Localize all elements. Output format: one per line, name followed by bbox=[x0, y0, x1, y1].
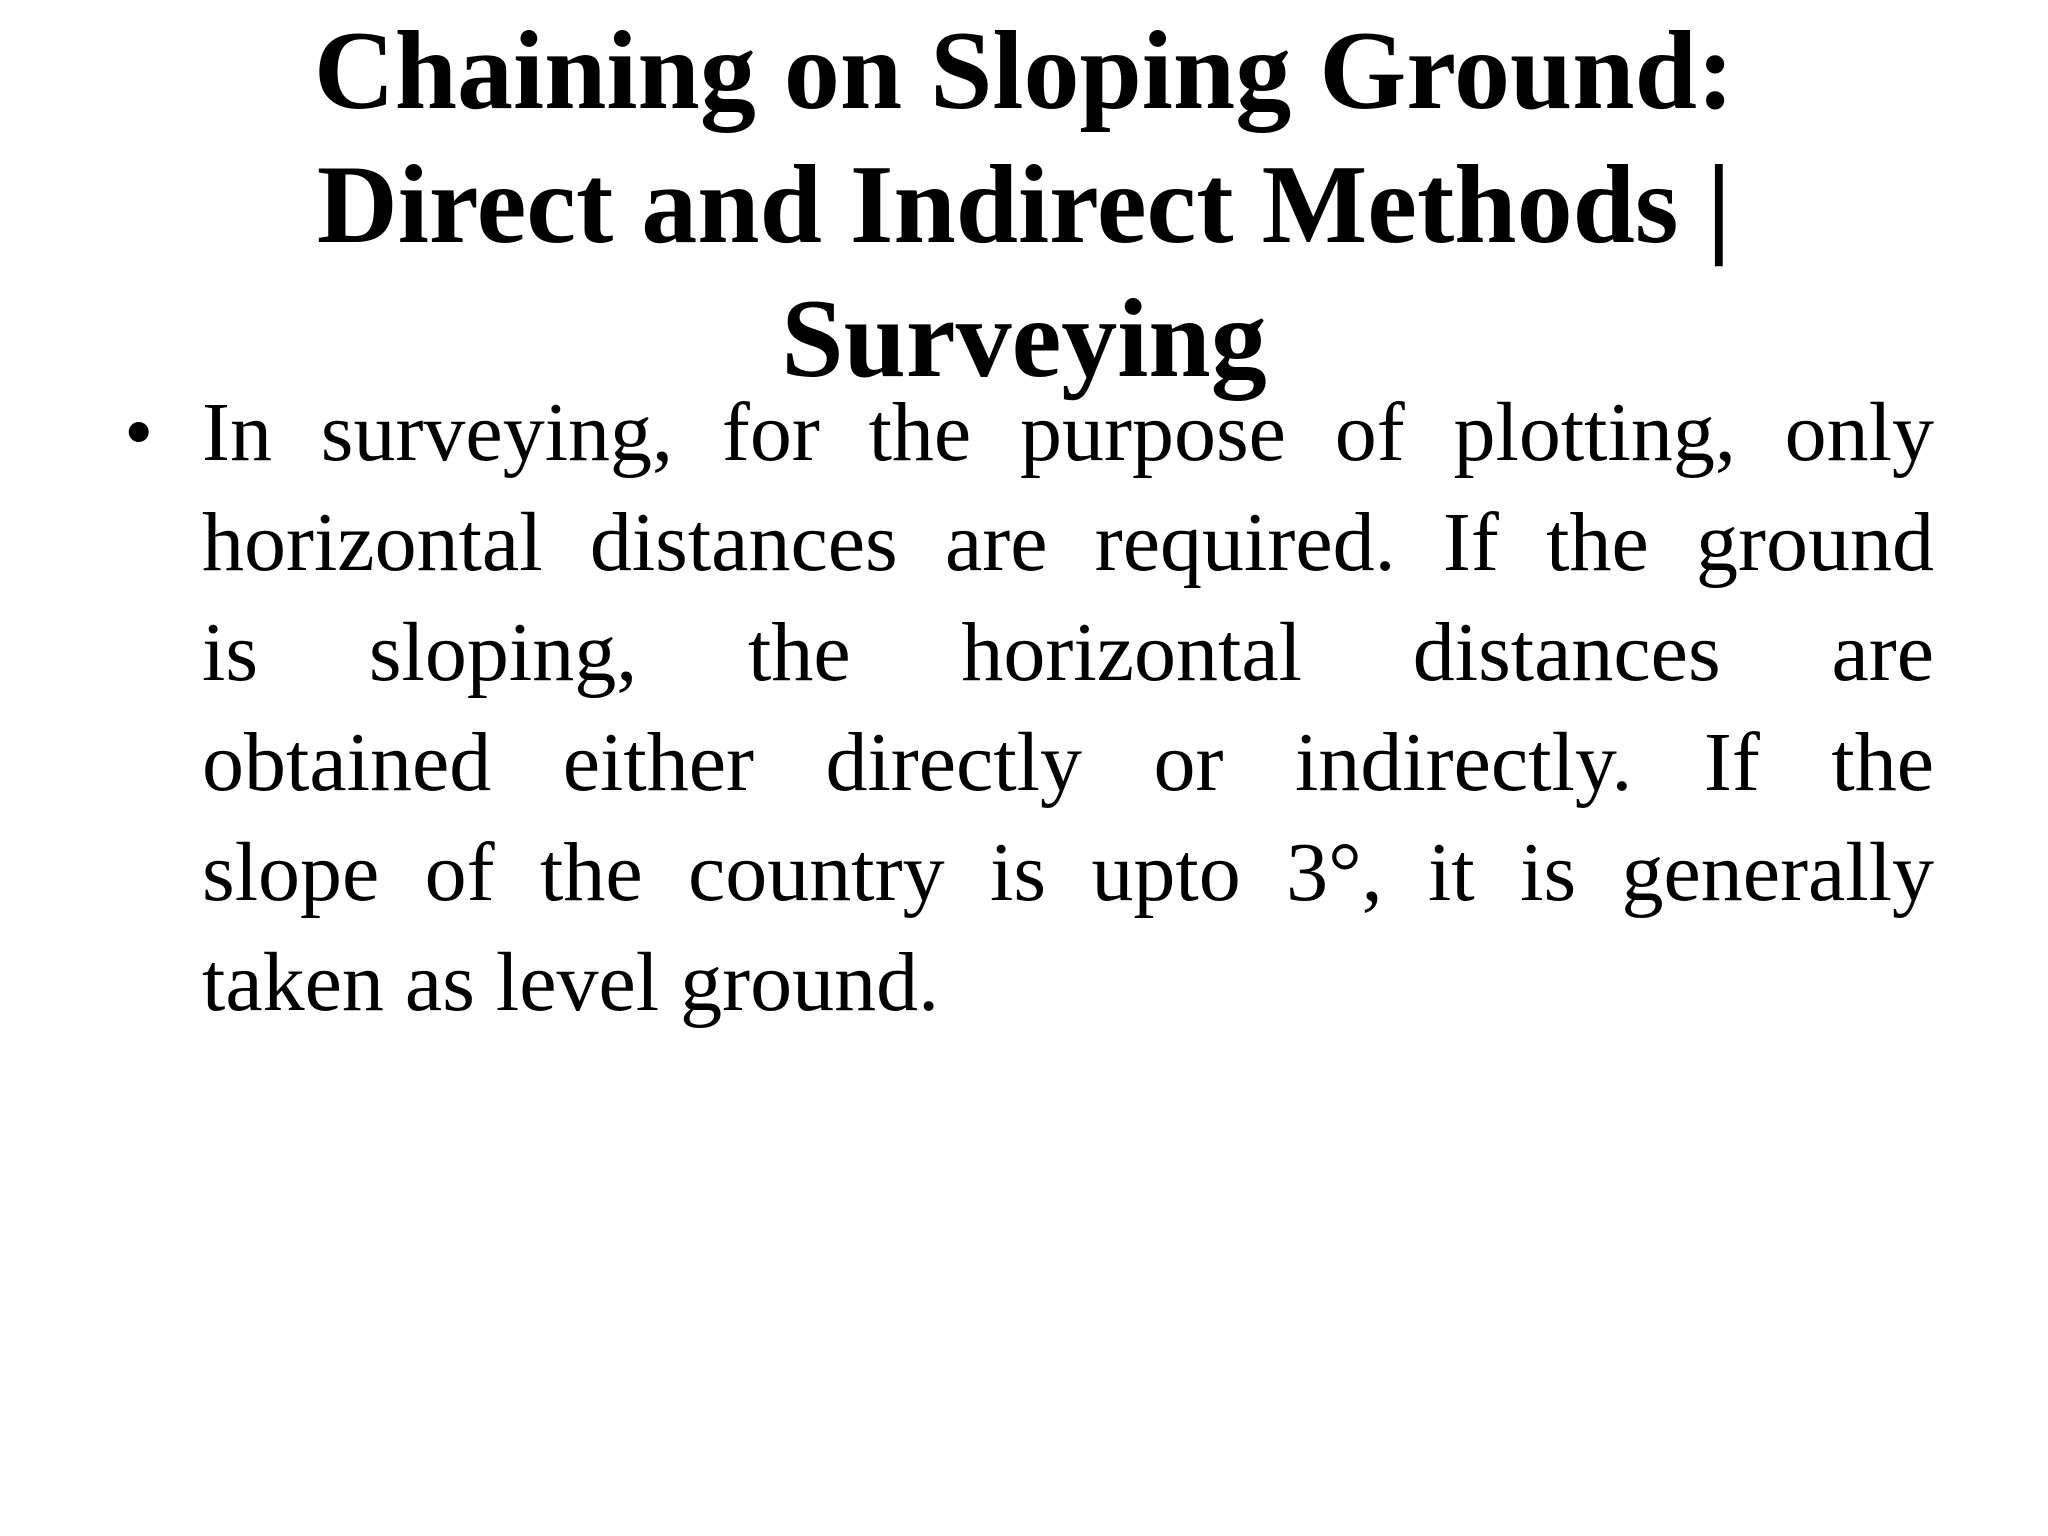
body-line-2: horizontal distances are required. If the ground bbox=[202, 496, 1934, 589]
bullet-paragraph bbox=[202, 378, 1934, 1038]
title-line-3: Surveying bbox=[781, 277, 1267, 401]
body-line-3: is sloping, the horizontal distances are bbox=[202, 606, 1934, 699]
body-line-4: obtained either directly or indirectly. If the bbox=[202, 716, 1934, 809]
bullet-item bbox=[118, 378, 1934, 1038]
title-line-1: Chaining on Sloping Ground: bbox=[313, 9, 1735, 133]
body-line-1: In surveying, for the purpose of plotting, only bbox=[202, 386, 1934, 479]
title-line-2: Direct and Indirect Methods | bbox=[316, 143, 1732, 267]
body-line-6: taken as level ground. bbox=[202, 936, 940, 1029]
slide-title bbox=[150, 4, 1898, 406]
bullet-icon: • bbox=[124, 386, 154, 479]
slide-body bbox=[118, 378, 1934, 1038]
body-line-5: slope of the country is upto 3°, it is generally bbox=[202, 826, 1934, 919]
